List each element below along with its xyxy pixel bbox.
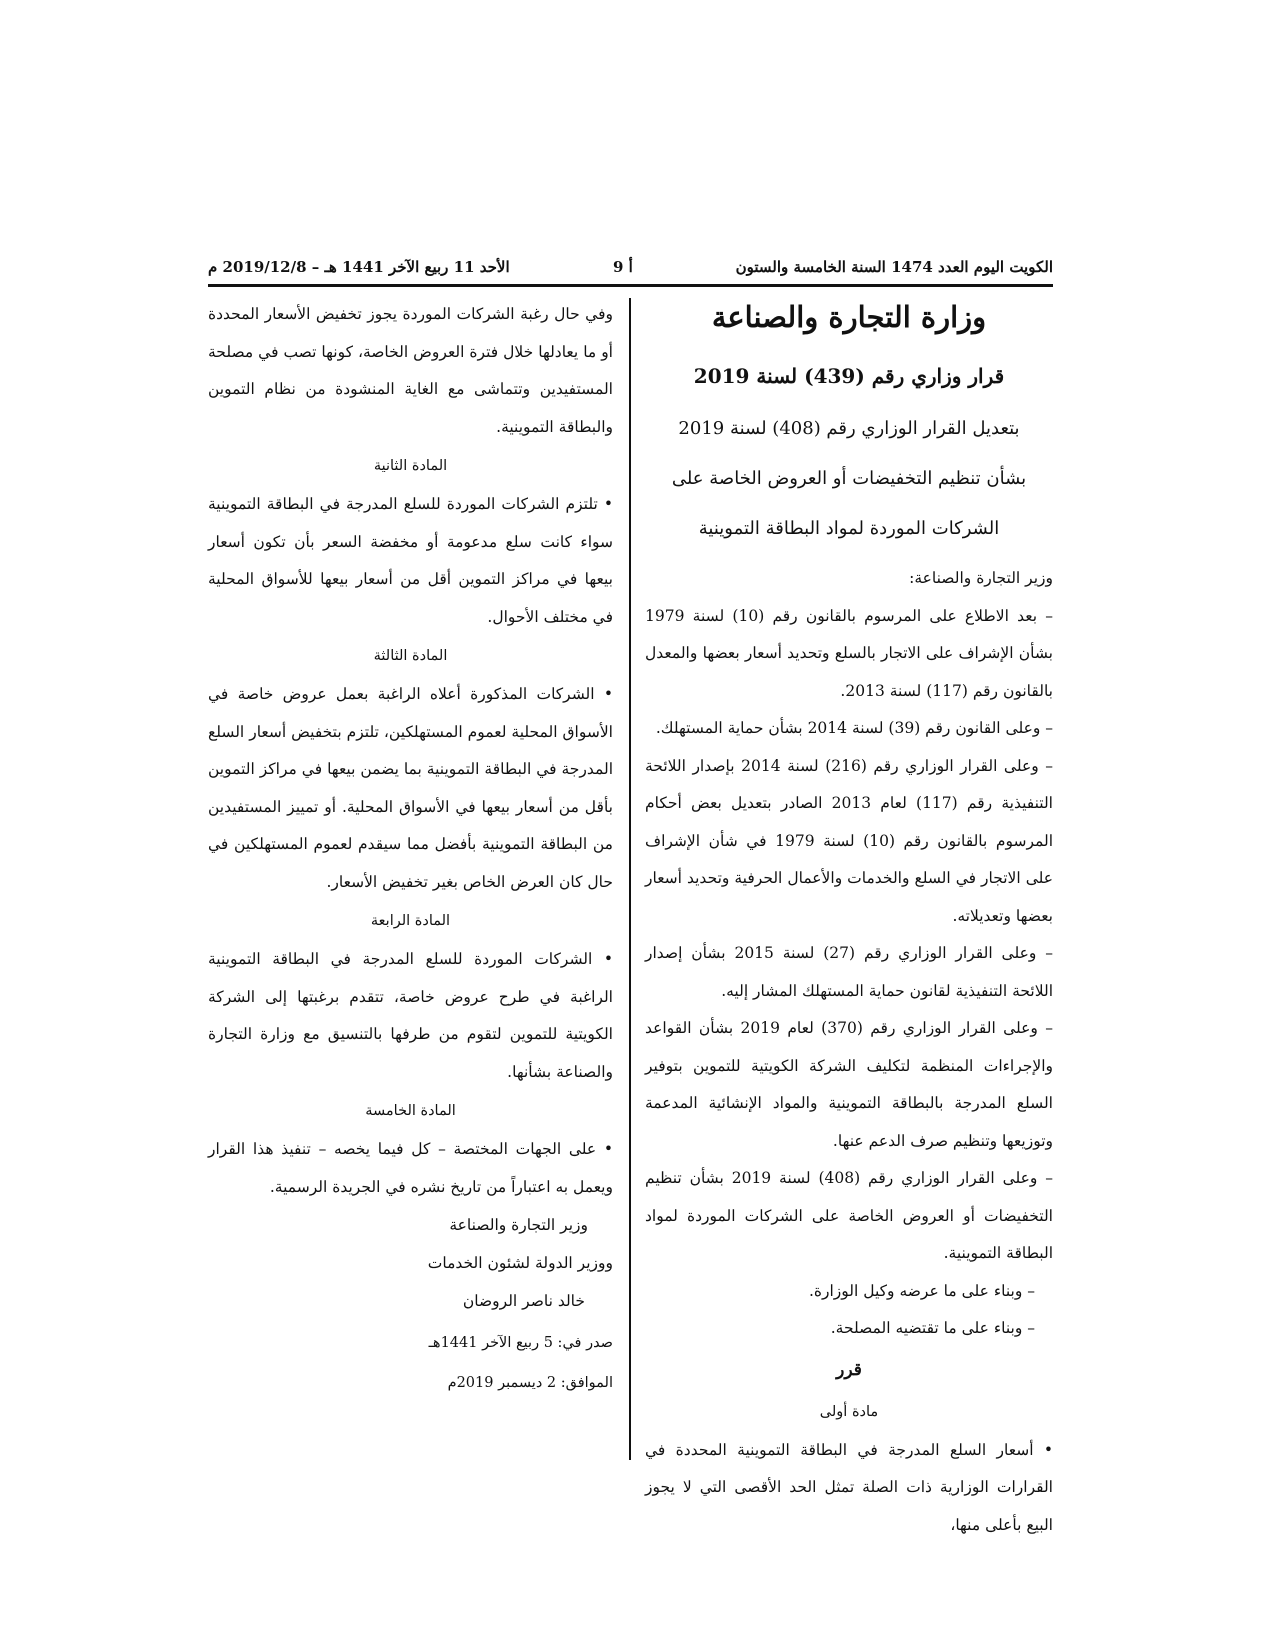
article-1-text: • أسعار السلع المدرجة في البطاقة التموينية المحددة في القرارات الوزارية ذات الصلة تمثل الحد الأقصى التي لا يجوز البيع بأعلى منها،: [645, 1440, 1053, 1534]
signature-title-2: ووزير الدولة لشئون الخدمات: [427, 1254, 613, 1272]
decree-subtitle-3: الشركات الموردة لمواد البطاقة التموينية: [698, 518, 1000, 539]
preamble-4: – وعلى القرار الوزاري رقم (27) لسنة 2015 بشأن إصدار اللائحة التنفيذية لقانون حماية المستهلك المشار إليه.: [645, 944, 1053, 1000]
gazette-issue: الكويت اليوم العدد 1474 السنة الخامسة والستون: [735, 258, 1053, 276]
article-1-continued: وفي حال رغبة الشركات الموردة يجوز تخفيض الأسعار المحددة أو ما يعادلها خلال فترة العروض الخاصة، كونها تصب في مصلحة المستفيدين وتتماشى مع الغاية المنشودة من نظام التموين والبطاقة التموينية.: [208, 305, 613, 436]
decree-subtitle-2: بشأن تنظيم التخفيضات أو العروض الخاصة على: [671, 468, 1027, 489]
decided-heading: قرر: [836, 1359, 862, 1380]
preamble-6: – وعلى القرار الوزاري رقم (408) لسنة 2019 بشأن تنظيم التخفيضات أو العروض الخاصة على الشركات الموردة لمواد البطاقة التموينية.: [645, 1169, 1053, 1262]
decree-subtitle-1: بتعديل القرار الوزاري رقم (408) لسنة 2019: [678, 418, 1020, 439]
article-2-heading: المادة الثانية: [373, 458, 448, 474]
signature-title-1: وزير التجارة والصناعة: [449, 1216, 588, 1234]
decree-title: قرار وزاري رقم (439) لسنة 2019: [693, 364, 1005, 388]
preamble-3: – وعلى القرار الوزاري رقم (216) لسنة 2014 بإصدار اللائحة التنفيذية رقم (117) لعام 2013 الصادر بتعديل بعض أحكام المرسوم بالقانون رقم (10) لسنة 1979 في شأن الإشراف على الاتجار في السلع والخدمات والأعمال الحرفية وتحديد أسعار بعضها وتعديلاته.: [645, 756, 1054, 925]
left-column: [208, 296, 613, 1400]
minister-line: وزير التجارة والصناعة:: [909, 569, 1053, 587]
page-header: [208, 256, 1053, 282]
issue-date-hijri: صدر في: 5 ربيع الآخر 1441هـ: [428, 1335, 613, 1351]
right-column: [645, 296, 1053, 1544]
preamble-8: – وبناء على ما تقتضيه المصلحة.: [830, 1319, 1035, 1337]
article-5-text: • على الجهات المختصة – كل فيما يخصه – تنفيذ هذا القرار ويعمل به اعتباراً من تاريخ نشره في الجريدة الرسمية.: [208, 1140, 613, 1196]
article-3-text: • الشركات المذكورة أعلاه الراغبة بعمل عروض خاصة في الأسواق المحلية لعموم المستهلكين، تلتزم بتخفيض أسعار السلع المدرجة في البطاقة التموينية بما يضمن بيعها في مراكز التموين بأقل من أسعار بيعها في الأسواق المحلية. أو تمييز المستفيدين من البطاقة التموينية بأفضل مما سيقدم لعموم المستهلكين في حال كان العرض الخاص بغير تخفيض الأسعار.: [208, 685, 613, 891]
article-5-heading: المادة الخامسة: [365, 1103, 456, 1119]
issue-date: الأحد 11 ربيع الآخر 1441 هـ – 2019/12/8 م: [208, 258, 510, 276]
preamble-5: – وعلى القرار الوزاري رقم (370) لعام 2019 بشأن القواعد والإجراءات المنظمة لتكليف الشركة الكويتية للتموين بتوفير السلع المدرجة بالبطاقة التموينية والمواد الإنشائية المدعمة وتوزيعها وتنظيم صرف الدعم عنها.: [645, 1019, 1054, 1150]
article-1-heading: مادة أولى: [819, 1403, 879, 1420]
column-divider: [629, 298, 631, 1460]
article-4-heading: المادة الرابعة: [370, 913, 451, 929]
header-rule: [208, 284, 1053, 287]
article-4-text: • الشركات الموردة للسلع المدرجة في البطاقة التموينية الراغبة في طرح عروض خاصة، تتقدم برغبتها إلى الشركة الكويتية للتموين لتقوم من طرفها بالتنسيق مع وزارة التجارة والصناعة بشأنها.: [208, 950, 613, 1081]
preamble-1: – بعد الاطلاع على المرسوم بالقانون رقم (10) لسنة 1979 بشأن الإشراف على الاتجار بالسلع وتحديد أسعار بعضها والمعدل بالقانون رقم (117) لسنة 2013.: [645, 606, 1053, 700]
signature-name: خالد ناصر الروضان: [462, 1292, 585, 1310]
article-2-text: • تلتزم الشركات الموردة للسلع المدرجة في البطاقة التموينية سواء كانت سلع مدعومة أو مخفضة السعر بأن تكون أسعار بيعها في مراكز التموين أقل من أسعار بيعها للأسواق المحلية في مختلف الأحوال.: [208, 495, 613, 626]
issue-date-gregorian: الموافق: 2 ديسمبر 2019م: [447, 1375, 613, 1391]
preamble-2: – وعلى القانون رقم (39) لسنة 2014 بشأن حماية المستهلك.: [655, 719, 1053, 737]
preamble-7: – وبناء على ما عرضه وكيل الوزارة.: [808, 1281, 1035, 1300]
page-number: أ 9: [613, 258, 633, 276]
ministry-heading: وزارة التجارة والصناعة: [711, 300, 987, 334]
article-3-heading: المادة الثالثة: [373, 648, 448, 664]
